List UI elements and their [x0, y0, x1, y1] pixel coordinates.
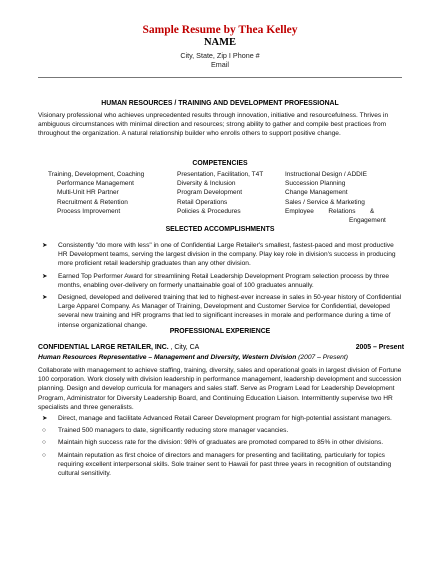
competency-item: Recruitment & Retention	[57, 198, 128, 206]
arrow-bullet-icon: ➤	[42, 415, 48, 422]
experience-bullet-text: Maintain reputation as first choice of directors and managers for presenting and facilitating, particularly for topics requiring excellent interpersonal skills. Sole trainer sent to Hawaii for past three years in recognition of outstanding cultural sensitivity.	[58, 451, 392, 478]
role-title: Human Resources Representative – Management and Diversity, Western Division	[38, 354, 297, 361]
role-dates: (2007 – Present)	[298, 354, 348, 361]
experience-bullets	[38, 414, 404, 481]
competency-item: Presentation, Facilitation, T4T	[177, 171, 264, 178]
competencies-heading: COMPETENCIES	[192, 160, 248, 167]
accomplishment-item	[38, 272, 404, 290]
experience-bullet-text: Direct, manage and facilitate Advanced Retail Career Development program for high-potential assistant managers.	[58, 415, 392, 422]
candidate-name: NAME	[203, 37, 237, 48]
accomplishment-text: Earned Top Performer Award for streamlining Retail Leadership Development Program selection process by three months, enabling over-delivery on formerly unattainable goal of 100 graduates annually.	[58, 272, 390, 289]
experience-bullet	[38, 426, 404, 435]
company-name: CONFIDENTIAL LARGE RETAILER, INC.	[38, 344, 169, 351]
competency-item: Employee Relations &	[285, 207, 375, 215]
experience-bullet	[38, 451, 404, 479]
company-city: , City, CA	[170, 344, 200, 351]
competency-item: Multi-Unit HR Partner	[57, 189, 119, 197]
accomplishment-item	[38, 241, 404, 269]
competencies-column-3	[285, 170, 386, 225]
competency-item: Retail Operations	[177, 198, 228, 206]
contact-address: City, State, Zip I Phone #	[180, 51, 260, 60]
experience-bullet	[38, 438, 404, 447]
competency-item: Performance Management	[57, 180, 134, 188]
experience-bullet	[38, 414, 404, 423]
experience-description: Collaborate with management to achieve staffing, training, diversity, sales and operational goals in largest division of Fortune 100 corporation. Work closely with division leadership in performance management, leadership development and succession planning. Design and develop curricula for managers and sales staff. Serve as Program Lead for Leadership Development Program, Administrator for Diversity Leadership Board, and Continuing Education Liaison. Intermittently supervise two HR specialists and three generalists.	[38, 367, 402, 411]
competency-item: Sales / Service & Marketing	[285, 198, 365, 206]
arrow-bullet-icon: ➤	[42, 272, 48, 280]
header-divider	[38, 77, 402, 78]
accomplishment-text: Designed, developed and delivered training that led to highest-ever increase in sales in 50-year history of Confidential Large Apparel Company. As Manager of Training, Development and Customer Service for Confidential, developed several new training and HR programs that led to significant increases in morale and performance during a time of intense organizational change.	[58, 294, 402, 329]
competencies-column-2	[177, 170, 263, 216]
accomplishment-text: Consistently "do more with less" in one of Confidential Large Retailer's smallest, fastest-paced and most productive HR Development teams, serving the largest division in the company. Play key role in division's success in producing more proficient retail leadership graduates than any other division.	[58, 242, 396, 268]
competency-item: Change Management	[285, 189, 348, 197]
contact-email: Email	[211, 60, 229, 69]
role-header	[38, 354, 404, 361]
competency-item: Engagement	[349, 217, 386, 225]
competency-item: Diversity & Inclusion	[177, 180, 236, 188]
circle-bullet-icon: ○	[42, 427, 46, 435]
experience-bullet-text: Maintain high success rate for the division: 98% of graduates are promoted compared to 85% in other divisions.	[58, 439, 384, 447]
arrow-bullet-icon: ➤	[42, 242, 48, 249]
competency-item: Process Improvement	[57, 207, 121, 215]
competency-item: Policies & Procedures	[177, 207, 241, 215]
competency-item: Succession Planning	[285, 180, 346, 188]
accomplishments-heading: SELECTED ACCOMPLISHMENTS	[165, 226, 275, 233]
employment-dates: 2005 – Present	[355, 344, 404, 351]
circle-bullet-icon: ○	[42, 451, 46, 459]
circle-bullet-icon: ○	[42, 439, 46, 447]
summary-heading: HUMAN RESOURCES / TRAINING AND DEVELOPMENT PROFESSIONAL	[101, 100, 339, 107]
competency-item: Training, Development, Coaching	[48, 171, 145, 178]
accomplishment-item	[38, 293, 404, 330]
experience-bullet-text: Trained 500 managers to date, significantly reducing store manager vacancies.	[58, 427, 289, 435]
summary-text: Visionary professional who achieves unprecedented results through innovation, initiative and resourcefulness. Thrives in ambiguous circumstances with minimal direction and resources; strong ability to gather and compile best practices from throughout the organization. A natural relationship builder who enrolls others to support positive change.	[38, 112, 389, 138]
job-header	[38, 344, 404, 351]
arrow-bullet-icon: ➤	[42, 294, 48, 302]
competencies-column-1	[48, 170, 144, 216]
competency-item: Program Development	[177, 189, 243, 197]
accomplishments-list	[38, 241, 404, 333]
document-title: Sample Resume by Thea Kelley	[142, 24, 298, 36]
competency-item: Instructional Design / ADDIE	[285, 171, 368, 178]
experience-heading: PROFESSIONAL EXPERIENCE	[169, 328, 271, 335]
